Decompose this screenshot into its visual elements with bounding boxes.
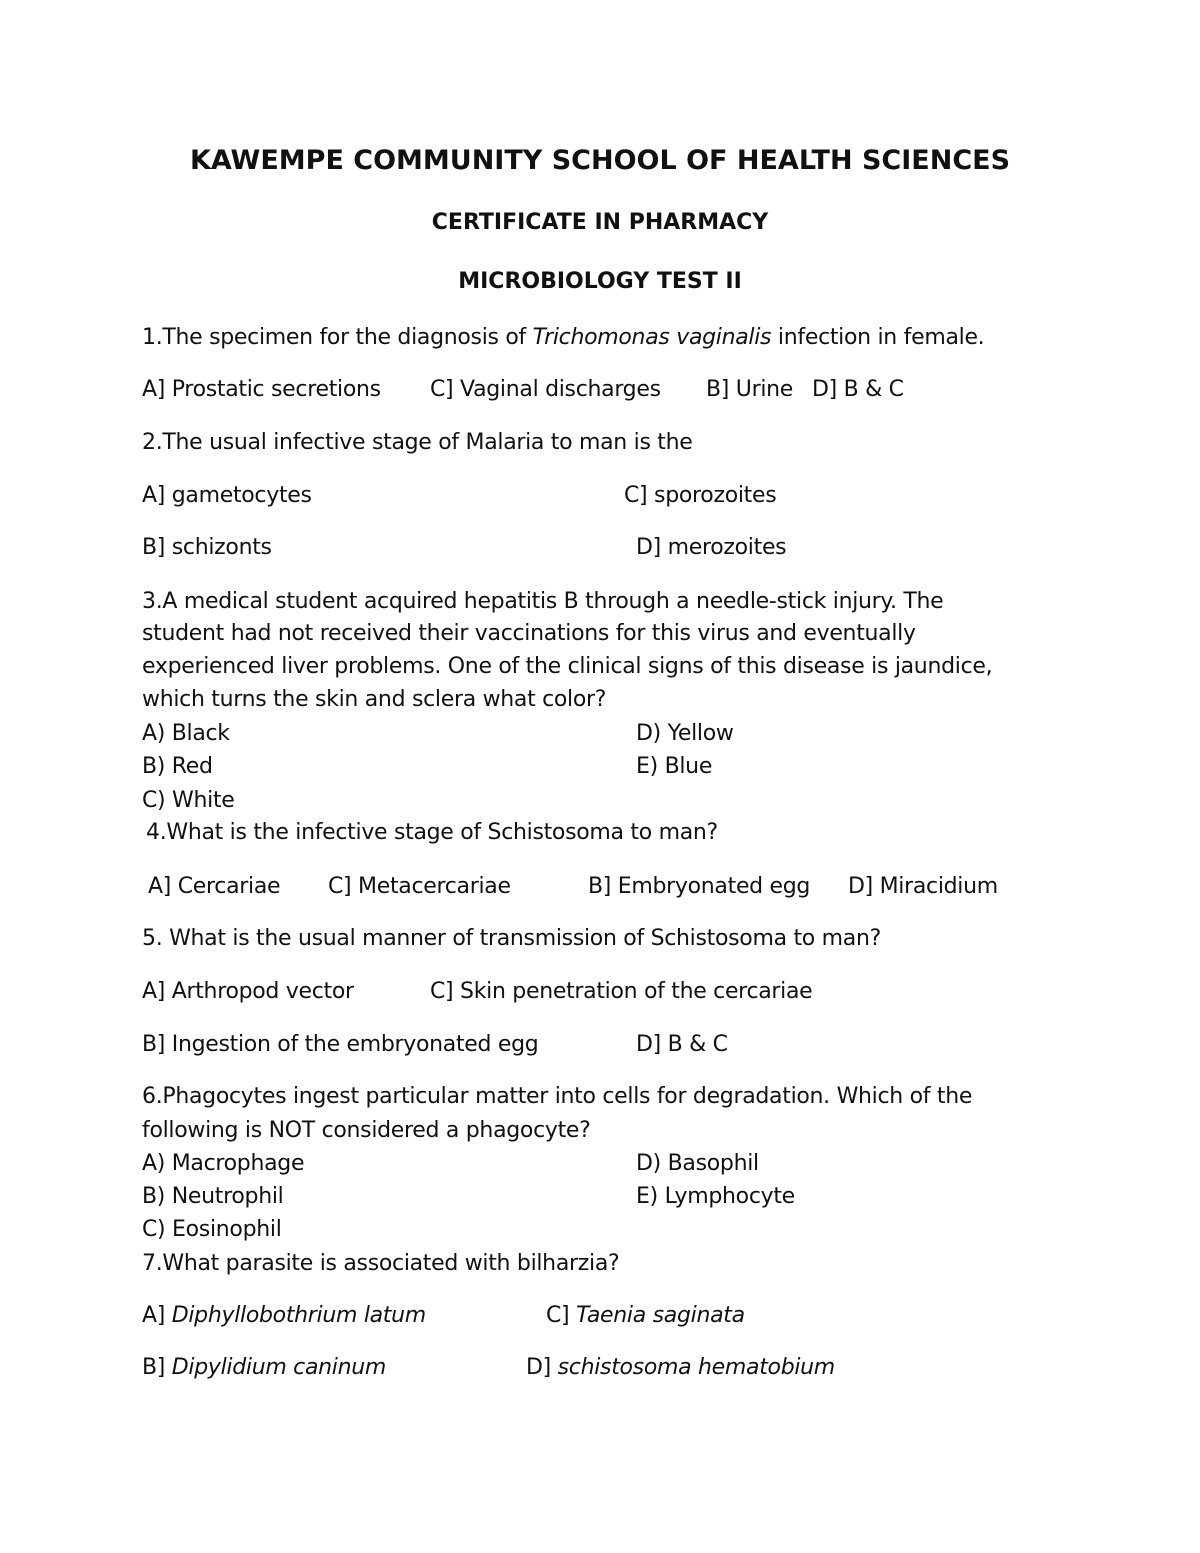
q1-option-d: D] B & C <box>812 377 904 402</box>
q2-option-b: B] schizonts <box>142 535 272 560</box>
q4-option-c: C] Metacercariae <box>328 874 511 899</box>
q4-option-d: D] Miracidium <box>848 874 998 899</box>
q6-option-b: B) Neutrophil <box>142 1184 284 1209</box>
question-6-line-2: following is NOT considered a phagocyte? <box>142 1118 591 1143</box>
q3-option-b: B) Red <box>142 754 213 779</box>
school-title: KAWEMPE COMMUNITY SCHOOL OF HEALTH SCIENCES <box>189 145 1011 176</box>
q5-option-d: D] B & C <box>636 1032 728 1057</box>
q3-option-d: D) Yellow <box>636 721 734 746</box>
question-2-text: 2.The usual infective stage of Malaria to man is the <box>142 430 693 455</box>
question-5-text: 5. What is the usual manner of transmission of Schistosoma to man? <box>142 926 881 951</box>
question-1-organism: Trichomonas vaginalis <box>532 325 772 350</box>
q5-option-a: A] Arthropod vector <box>142 979 354 1004</box>
q7-option-b: B] Dipylidium caninum <box>142 1355 387 1380</box>
question-3-line-2: student had not received their vaccinations for this virus and eventually <box>142 621 916 646</box>
question-3-line-3: experienced liver problems. One of the clinical signs of this disease is jaundice, <box>142 654 993 679</box>
question-7-text: 7.What parasite is associated with bilharzia? <box>142 1251 620 1276</box>
q4-option-b: B] Embryonated egg <box>588 874 811 899</box>
question-3-line-4: which turns the skin and sclera what color? <box>142 687 607 712</box>
test-title: MICROBIOLOGY TEST II <box>458 269 742 294</box>
q3-option-a: A) Black <box>142 721 230 746</box>
q2-option-a: A] gametocytes <box>142 483 312 508</box>
q5-option-b: B] Ingestion of the embryonated egg <box>142 1032 539 1057</box>
q6-option-e: E) Lymphocyte <box>636 1184 795 1209</box>
q1-option-c: C] Vaginal discharges <box>430 377 661 402</box>
q7-option-c: C] Taenia saginata <box>546 1303 745 1328</box>
question-3-line-1: 3.A medical student acquired hepatitis B through a needle-stick injury. The <box>142 589 944 614</box>
q6-option-a: A) Macrophage <box>142 1151 305 1176</box>
q3-option-c: C) White <box>142 788 235 813</box>
question-4-text: 4.What is the infective stage of Schistosoma to man? <box>146 820 718 845</box>
q6-option-c: C) Eosinophil <box>142 1217 282 1242</box>
q7-option-a: A] Diphyllobothrium latum <box>142 1303 426 1328</box>
q6-option-d: D) Basophil <box>636 1151 759 1176</box>
q3-option-e: E) Blue <box>636 754 713 779</box>
q5-option-c: C] Skin penetration of the cercariae <box>430 979 813 1004</box>
program-title: CERTIFICATE IN PHARMACY <box>431 210 769 235</box>
question-6-line-1: 6.Phagocytes ingest particular matter into cells for degradation. Which of the <box>142 1084 973 1109</box>
q4-option-a: A] Cercariae <box>148 874 281 899</box>
q1-option-a: A] Prostatic secretions <box>142 377 381 402</box>
q1-option-b: B] Urine <box>706 377 794 402</box>
question-1-text: 1.The specimen for the diagnosis of Trichomonas vaginalis infection in female. <box>142 325 985 350</box>
q2-option-d: D] merozoites <box>636 535 787 560</box>
q2-option-c: C] sporozoites <box>624 483 777 508</box>
q7-option-d: D] schistosoma hematobium <box>526 1355 835 1380</box>
